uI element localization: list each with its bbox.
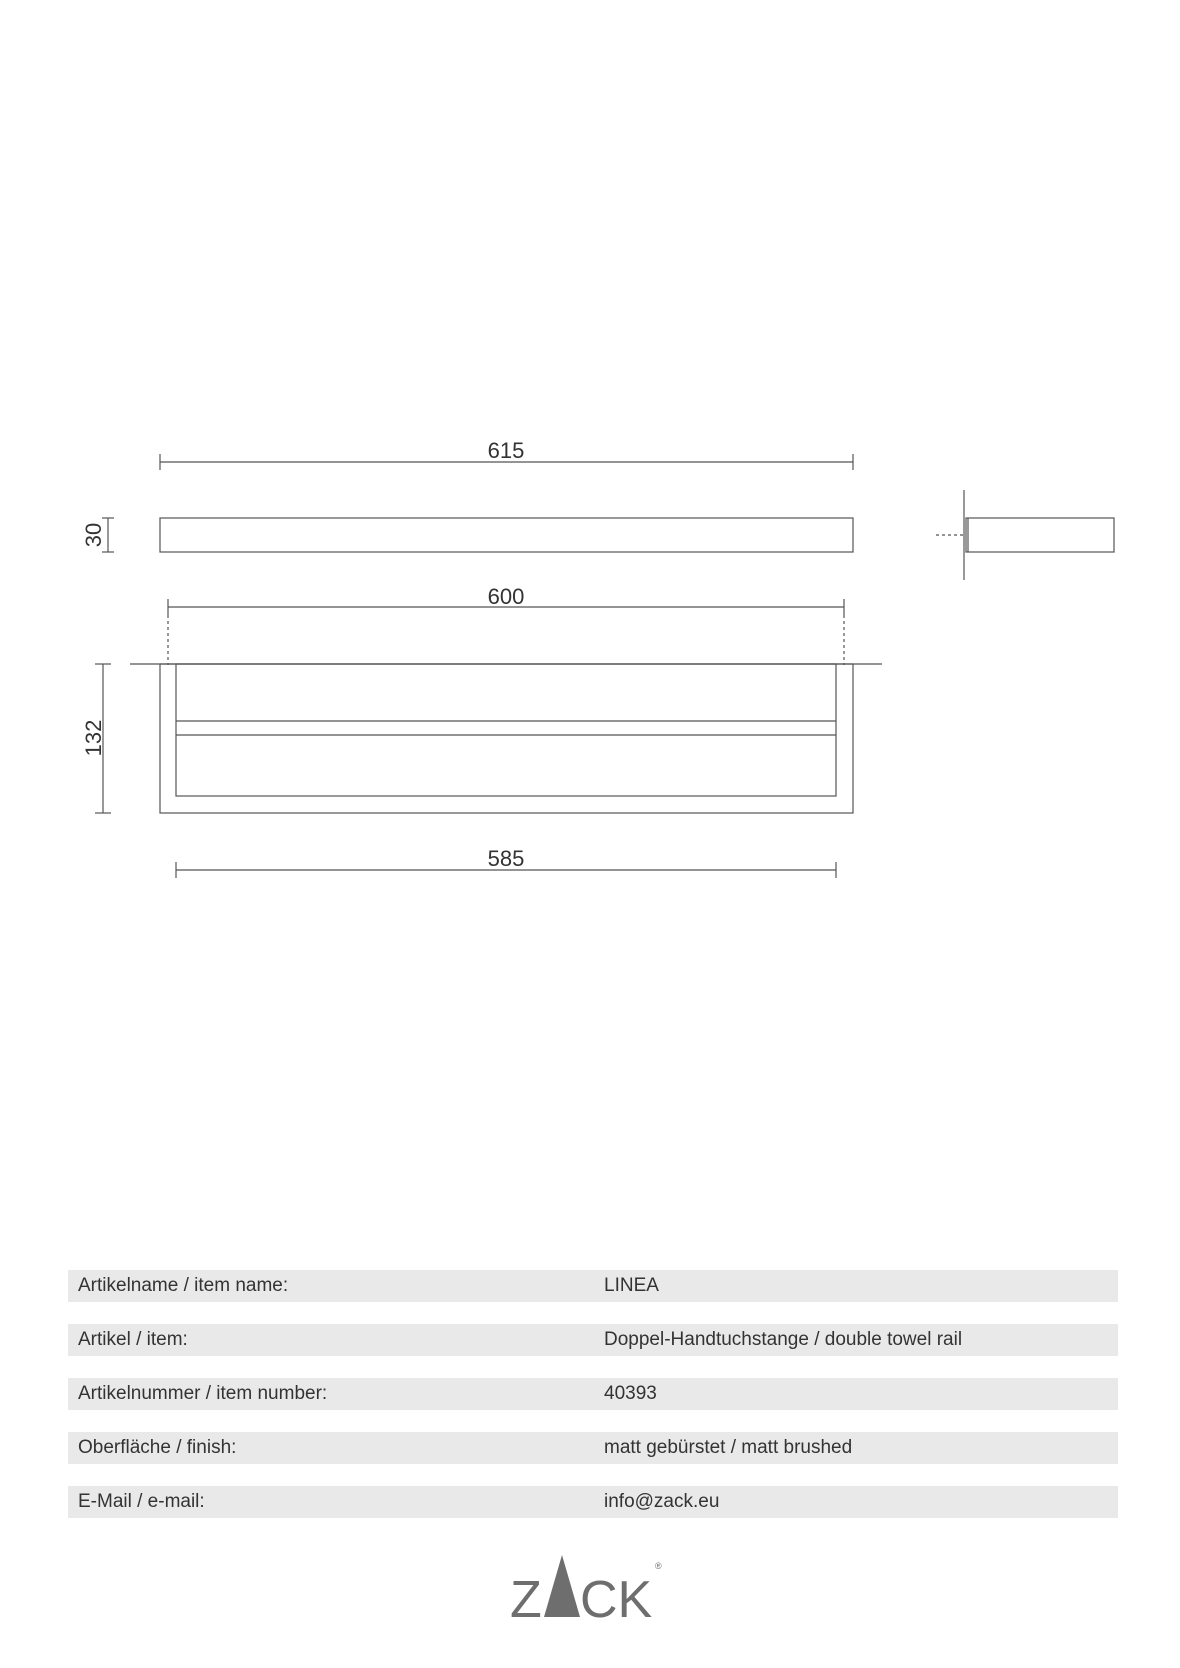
spec-label: E-Mail / e-mail: [78,1491,205,1512]
spec-value: Doppel-Handtuchstange / double towel rail [604,1329,963,1350]
dim-inner-length [176,846,836,878]
spec-value: 40393 [604,1383,657,1404]
spec-label: Artikelname / item name: [78,1275,289,1296]
dim-label-overall-length: 615 [487,438,525,463]
spec-value[interactable]: info@zack.eu [604,1491,720,1512]
zack-logo [510,1555,670,1625]
dim-overall-length [160,438,853,470]
logo-letter-z: Z [510,1571,542,1625]
spec-row-finish [68,1432,1118,1464]
spec-row-item-name [68,1270,1118,1302]
dim-label-projection: 132 [81,719,106,757]
dim-wall-plate-height [81,518,114,552]
spec-row-item-number [68,1378,1118,1410]
dim-projection [81,664,111,813]
dim-bracket-spacing [168,584,844,665]
dim-label-inner-length: 585 [487,846,525,871]
dim-label-wall-plate-height: 30 [81,522,106,548]
dim-label-bracket-spacing: 600 [487,584,525,609]
spec-value: LINEA [604,1275,659,1296]
logo-triangle-a [544,1555,580,1617]
logo-registered-mark: ® [655,1561,662,1571]
front-view [130,664,882,813]
side-view [936,490,1114,580]
spec-label: Artikelnummer / item number: [78,1383,328,1404]
spec-value: matt gebürstet / matt brushed [604,1437,853,1458]
logo-letters-ck: CK [580,1571,653,1625]
spec-label: Oberfläche / finish: [78,1437,237,1458]
spec-table [68,1270,1118,1540]
spec-label: Artikel / item: [78,1329,188,1350]
spec-row-email [68,1486,1118,1518]
spec-row-item [68,1324,1118,1356]
top-view-bar [160,518,853,552]
